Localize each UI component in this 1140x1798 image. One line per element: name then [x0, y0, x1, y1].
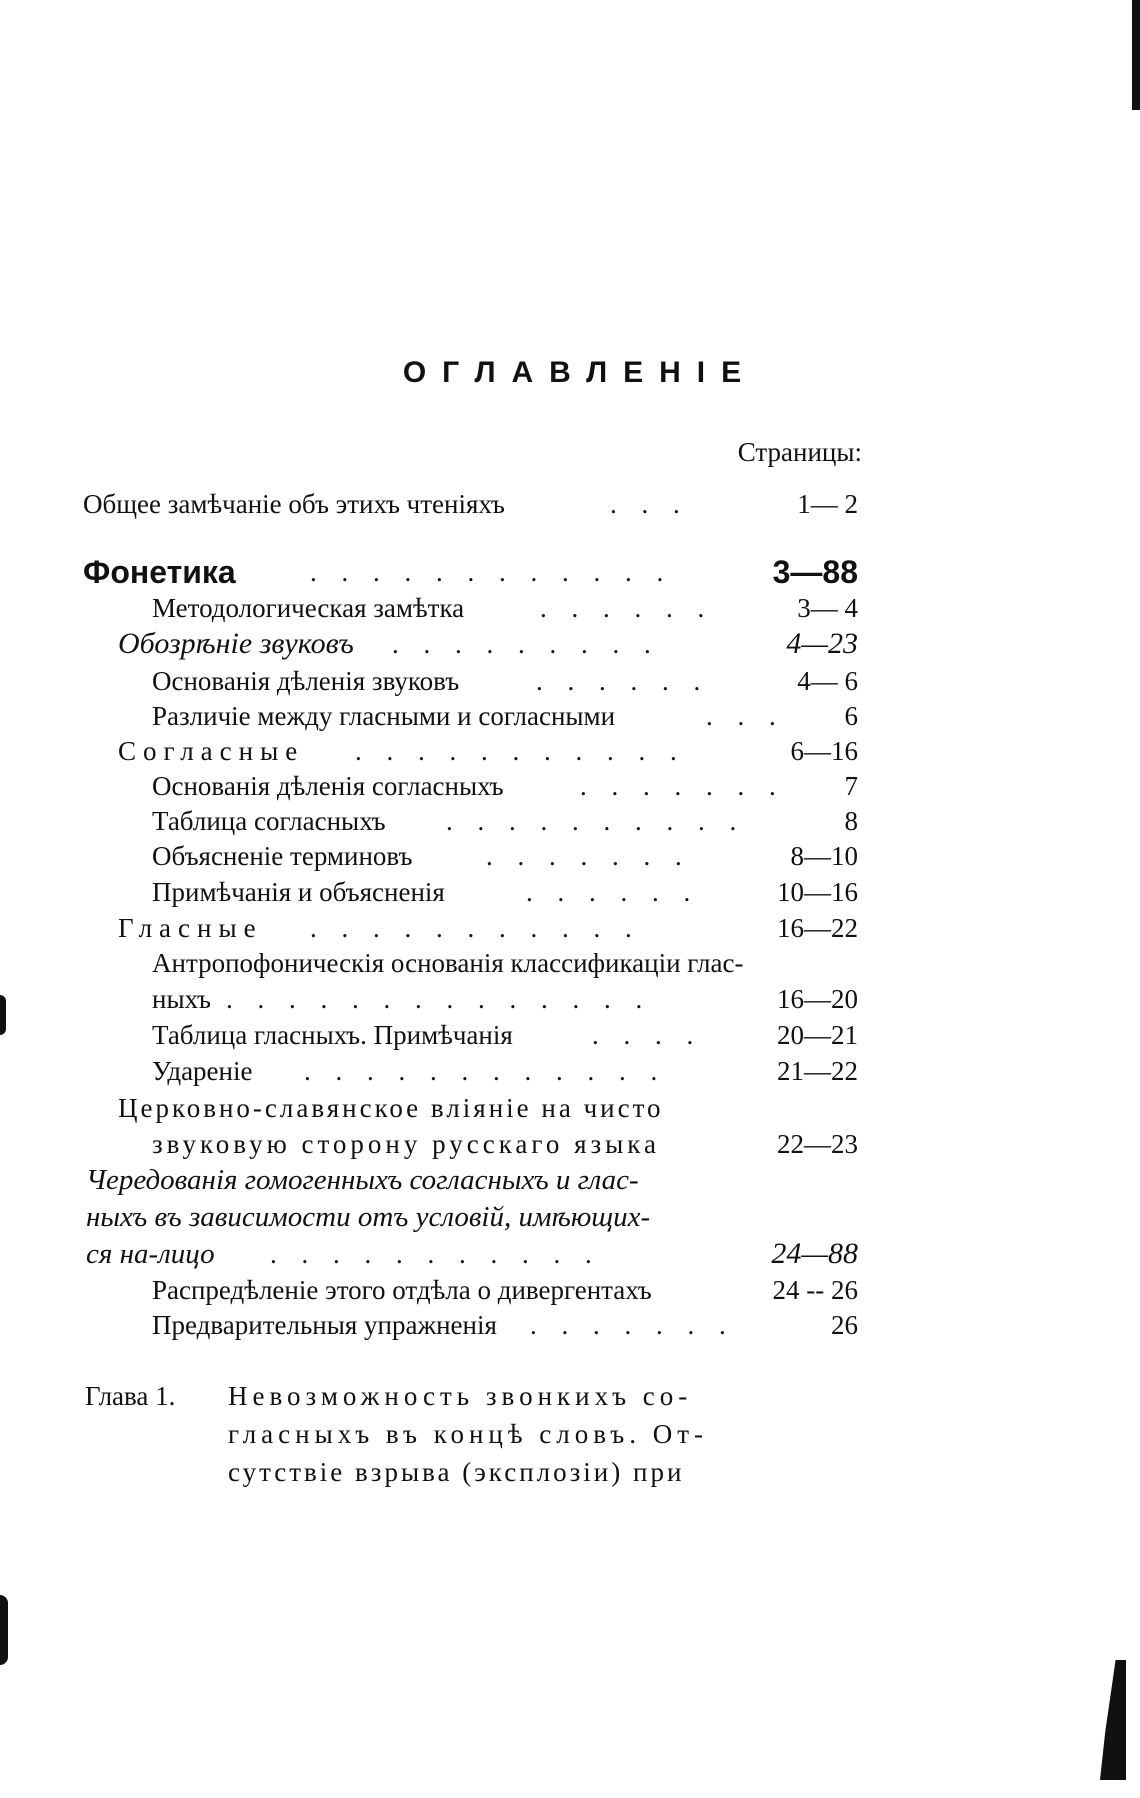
- toc-entry: [0, 1017, 1140, 1053]
- toc-entry-text: Фонетика: [83, 554, 236, 590]
- toc-entry-text: Основанія дѣленія согласныхъ: [152, 771, 504, 801]
- toc-entry-dots: . . . . . . . . . . .: [355, 736, 686, 766]
- toc-entry-text: Объясненіе терминовъ: [152, 841, 413, 871]
- scan-edge-mark: [1100, 1660, 1126, 1780]
- chapter-line: гласныхъ въ концѣ словъ. От-: [228, 1419, 709, 1449]
- toc-entry-text: Общее замѣчаніе объ этихъ чтеніяхъ: [83, 489, 505, 519]
- toc-entry-text: Согласные: [118, 736, 305, 766]
- toc-entry-dots: . . . . . .: [526, 877, 700, 907]
- toc-entry-text: Таблица гласныхъ. Примѣчанія: [152, 1020, 513, 1050]
- toc-entry-pages: 4—23: [786, 627, 858, 660]
- toc-entry-dots: . . . . . . .: [486, 841, 691, 871]
- toc-entry-pages: 3—88: [772, 554, 858, 590]
- toc-entry-text: Предварительныя упражненія: [152, 1310, 497, 1340]
- toc-entry-text: Таблица согласныхъ: [152, 806, 386, 836]
- toc-entry: [0, 1236, 1140, 1272]
- toc-entry-pages: 16—22: [777, 913, 858, 943]
- toc-entry: [0, 910, 1140, 946]
- toc-entry: [0, 803, 1140, 839]
- toc-entry: [0, 486, 1140, 522]
- toc-entry: [0, 590, 1140, 626]
- toc-entry-text: Удареніе: [152, 1056, 253, 1086]
- chapter-line: Невозможность звонкихъ со-: [228, 1381, 693, 1411]
- toc-entry-text: Распредѣленіе этого отдѣла о дивергентахъ: [152, 1275, 652, 1305]
- toc-entry: [0, 838, 1140, 874]
- toc-entry-dots: . . .: [706, 701, 785, 731]
- toc-entry-text: ныхъ: [152, 984, 212, 1014]
- toc-entry-dots: . . . . . . . . . . . .: [304, 1056, 667, 1086]
- toc-entry-text: Церковно-славянское вліяніе на чисто: [118, 1093, 664, 1123]
- toc-entry: [0, 1307, 1140, 1343]
- toc-entry-dots: . . .: [610, 489, 689, 519]
- toc-entry-text: Обозрѣніе звуковъ: [118, 627, 354, 660]
- toc-entry-pages: 8—10: [790, 841, 858, 871]
- toc-entry-text: Антропофоническія основанія классификаціи глас-: [152, 948, 744, 978]
- toc-entry-dots: . . . . . . . . . . . .: [310, 557, 673, 587]
- toc-entry: [0, 874, 1140, 910]
- toc-entry-dots: . . . .: [592, 1020, 703, 1050]
- toc-entry: [0, 733, 1140, 769]
- toc-entry-text: звуковую сторону русскаго языка: [152, 1129, 660, 1159]
- toc-entry-pages: 22—23: [777, 1129, 858, 1159]
- toc-entry-pages: 24—88: [771, 1237, 858, 1270]
- toc-entry: [0, 981, 1140, 1017]
- toc-entry-dots: . . . . . . . . . . . . . .: [226, 984, 652, 1014]
- chapter-line: сутствіе взрыва (эксплозіи) при: [228, 1457, 685, 1487]
- toc-entry-pages: 26: [831, 1310, 858, 1340]
- toc-entry: [0, 945, 1140, 981]
- toc-entry-pages: 6: [844, 701, 858, 731]
- toc-entry: [0, 1162, 1140, 1198]
- scan-edge-mark: [0, 1595, 8, 1665]
- toc-entry-dots: . . . . . . . . . .: [446, 806, 746, 836]
- toc-entry-dots: . . . . . .: [540, 593, 714, 623]
- toc-entry-dots: . . . . . . .: [580, 771, 785, 801]
- chapter-label: Глава 1.: [85, 1381, 176, 1411]
- toc-entry-pages: 4— 6: [797, 666, 858, 696]
- toc-entry-pages: 20—21: [777, 1020, 858, 1050]
- toc-entry-pages: 7: [844, 771, 858, 801]
- scan-edge-mark: [1132, 0, 1140, 110]
- toc-entry-text: Чередованія гомогенныхъ согласныхъ и глас-: [86, 1164, 639, 1196]
- toc-entry: [0, 663, 1140, 699]
- toc-entry-text: Основанія дѣленія звуковъ: [152, 666, 460, 696]
- page-title: ОГЛАВЛЕНІЕ: [402, 356, 758, 389]
- toc-entry: [0, 1053, 1140, 1089]
- toc-entry: [0, 1126, 1140, 1162]
- toc-entry: [0, 1272, 1140, 1308]
- toc-entry-text: Методологическая замѣтка: [152, 593, 465, 623]
- toc-entry-text: ся на-лицо: [86, 1238, 215, 1270]
- chapter-entry: [0, 1378, 1140, 1498]
- toc-entry-pages: 3— 4: [797, 593, 858, 623]
- toc-entry: [0, 698, 1140, 734]
- toc-entry-dots: . . . . . . . . . . .: [310, 913, 641, 943]
- toc-entry-dots: . . . . . .: [536, 666, 710, 696]
- toc-entry-pages: 10—16: [777, 877, 858, 907]
- pages-column-heading: Страницы:: [737, 437, 862, 467]
- toc-entry-text: Различіе между гласными и согласными: [152, 701, 616, 731]
- toc-entry-pages: 6—16: [790, 736, 858, 766]
- toc-entry-dots: . . . . . . .: [530, 1310, 735, 1340]
- toc-entry: [0, 1199, 1140, 1235]
- toc-entry-pages: 24 -- 26: [772, 1275, 858, 1305]
- toc-entry-pages: 16—20: [777, 984, 858, 1014]
- toc-entry: [0, 768, 1140, 804]
- toc-entry: [0, 552, 1140, 592]
- toc-entry-text: Примѣчанія и объясненія: [152, 877, 445, 907]
- toc-entry-text: Гласные: [118, 913, 263, 943]
- toc-entry-pages: 21—22: [777, 1056, 858, 1086]
- toc-entry: [0, 626, 1140, 662]
- toc-entry-text: ныхъ въ зависимости отъ условій, имѣющих-: [86, 1201, 651, 1233]
- toc-entry-pages: 8: [844, 806, 858, 836]
- toc-entry-pages: 1— 2: [797, 489, 858, 519]
- toc-entry: [0, 1090, 1140, 1126]
- toc-entry-dots: . . . . . . . . .: [392, 629, 660, 659]
- toc-entry-dots: . . . . . . . . . . .: [270, 1239, 601, 1269]
